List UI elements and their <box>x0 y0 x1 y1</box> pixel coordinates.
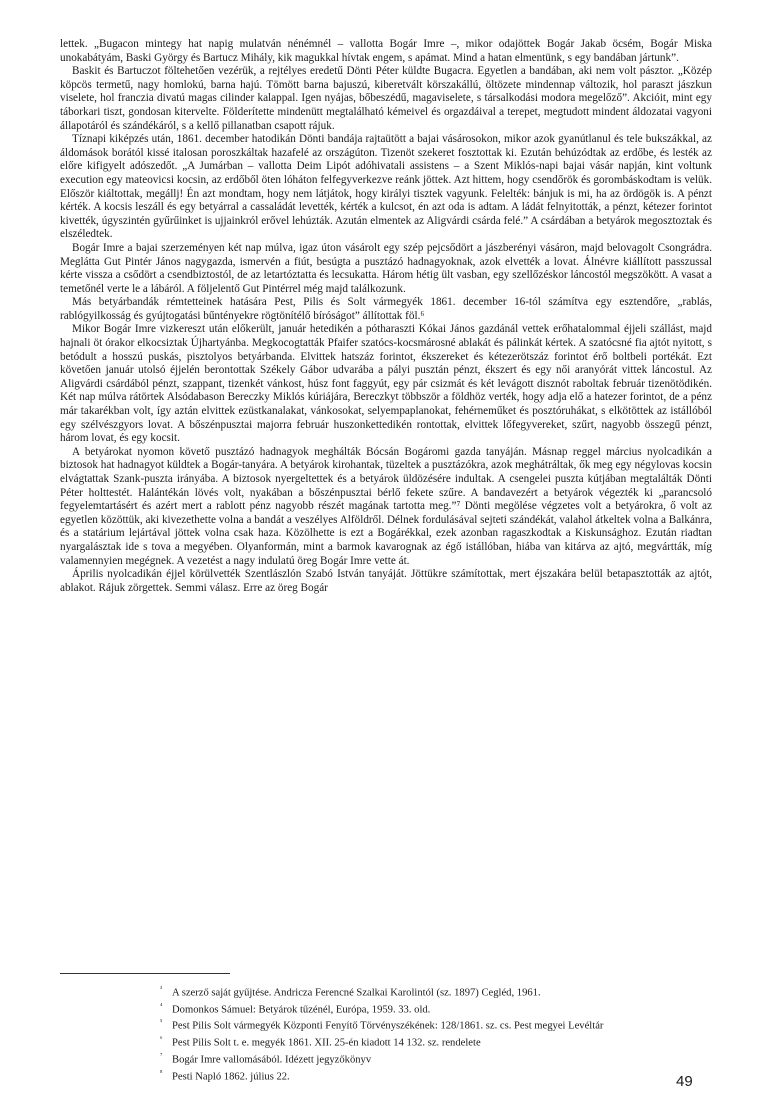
footnote <box>160 1067 680 1084</box>
paragraph: lettek. „Bugacon mintegy hat napig mulatván nénémnél – vallotta Bogár Imre –, mikor odajöttek Bogár Jakab öcsém, Bogár Miska unokabátyám, Baski György és Bartucz Mihály, kik magukkal hívtak engem, s apámat. Mind a hatan elmentünk, s egy bandában jártunk”. <box>60 38 712 64</box>
footnote <box>160 1033 680 1050</box>
footnote-mark: ⁵ <box>160 1018 163 1027</box>
paragraph: Baskit és Bartuczot föltehetően vezérük, a rejtélyes eredetű Dönti Péter küldte Bugacra. Egyetlen a bandában, aki nem volt pásztor. „Közép köpcös termetű, nagy homlokú, barna hajú. Tömött barna bajuszú, kiberetvált körszakállú, öltözete mindennap változik, hol paraszt jászkun viselete, hol franczia divatú magas cilinder kalappal. Igen nyájas, bőbeszédű, magaviselete, s társalkodási modora megelőző”. Akcióit, mint egy táborkari tiszt, gondosan kitervelte. Földerítette mindenütt megtalálható kémeivel és orgazdáival a terepet, megtudott mindent áldozatai vagyoni állapotáról és szándékáról, s a kellő pillanatban csapott rájuk. <box>60 65 712 132</box>
footnote <box>160 1016 680 1033</box>
footnote <box>160 1050 680 1067</box>
footnote-text: Bogár Imre vallomásából. Idézett jegyzőkönyv <box>172 1054 372 1066</box>
footnote-mark: ⁸ <box>160 1068 163 1077</box>
footnote-text: Pest Pilis Solt vármegyék Központi Fenyítő Törvényszékének: 128/1861. sz. cs. Pest megyei Levéltár <box>172 1021 604 1032</box>
page-number: 49 <box>676 1073 693 1090</box>
paragraph: Április nyolcadikán éjjel körülvették Szentlászlón Szabó István tanyáját. Jöttükre számítottak, mert éjszakára belül betapasztották az ajtót, ablakot. Rájuk zörgettek. Semmi válasz. Erre az öreg Bogár <box>60 568 712 594</box>
footnote-text: Pesti Napló 1862. július 22. <box>172 1071 290 1083</box>
footnote-mark: ⁷ <box>160 1051 163 1060</box>
footnotes <box>160 983 680 1083</box>
paragraph: Bogár Imre a bajai szerzeményen két nap múlva, igaz úton vásárolt egy szép pejcsődört a jászberényi vásáron, majd belovagolt Csongrádra. Meglátta Gut Pintér János nagygazda, ismervén a fiút, besúgta a pusztázó hadnagyoknak, azok elvették a lovat. Álnévre kiállított passzussal kérte vissza a csődört a csendbiztostól, de az letartóztatta és lecsukatta. Három hétig ült vasban, egy szellőzéskor láncostól megszökött. A vasat a temetőnél verte le a lábáról. A följelentő Gut Pintérrel még majd találkozunk. <box>60 241 712 295</box>
footnote-mark: ³ <box>160 985 163 993</box>
footnote-mark: ⁴ <box>160 1001 163 1010</box>
footnote-mark: ⁶ <box>160 1035 163 1044</box>
footnote <box>160 983 680 1000</box>
footnote <box>160 1000 680 1017</box>
footnote-text: A szerző saját gyűjtése. Andricza Ferencné Szalkai Karolintól (sz. 1897) Cegléd, 1961. <box>172 987 541 999</box>
paragraph: Tíznapi kiképzés után, 1861. december hatodikán Dönti bandája rajtaütött a bajai vásárosokon, mikor azok gyanútlanul és tele bukszákkal, az áldomások borától kissé italosan poroszkáltak hazafelé az országúton. Tizenöt szekeret fosztottak ki. Ezután behúzódtak az erdőbe, és lesték az előre kifigyelt adószedőt. „A Jumárban – vallotta Deim Lipót adóhivatali assistens – a Szent Miklós-napi bajai vásár napján, kint voltunk execution egy mateovicsi kocsin, az erdőből öten lóháton felfegyverkezve reánk jöttek. Azt hittem, hogy csendőrök és gorombáskodtam is velük. Először kiáltottak, megállj! Én azt mondtam, hogy nem látjátok, hogy királyi tisztek vagyunk. Felelték: bánjuk is mi, ha az ördögök is. A pénzt kérték. A kocsis leszáll és egy betyárral a cassaládát levették, kérték a kulcsot, én azt oda is adtam. A ládát felnyitották, a pénzt, kétezer forintot kivették, úgyszintén gyűrűinket is ujjainkról erővel lehúzták. Azután elmentek az Aligvárdi csárda felé.” A csárdában a betyárok megosztoztak és elszéledtek. <box>60 133 712 241</box>
main-text <box>60 38 712 595</box>
paragraph: Más betyárbandák rémtetteinek hatására Pest, Pilis és Solt vármegyék 1861. december 16-tól számítva egy esztendőre, „rablás, rablógyilkosság és gyújtogatási bűntényekre rögtönítélő bíróságot” állítottak föl.⁶ <box>60 296 712 322</box>
paragraph: Mikor Bogár Imre vizkereszt után előkerült, január hetedikén a pótharaszti Kókai János gazdánál vettek erőhatalommal éjjeli szállást, majd hajnali öt órakor elkocsiztak Újhartyánba. Megkocogtatták Pfaifer szatócs-kocsmárosné ablakát és pálinkát kértek. A szatócsné fia ajtót nyitott, s betódult a hosszú puskás, pisztolyos betyárbanda. Elvittek hatszáz forintot, ékszereket és kétezerötszáz forintot érő boltbeli portékát. Ezt követően január utolsó éjjelén berontottak Székely Gábor udvarába a pályi pusztán pénzt, ékszert és egy női aranyórát vittek láncostul. Az Aligvárdi csárdából pénzt, szappant, tizenkét vánkost, húsz font faggyút, egy pár csizmát és két levágott disznót raboltak február tizenötödikén. Két nap múlva rátörtek Alsódabason Bereczky Miklós kúriájára, Bereczkyt többször a földhöz verték, hogy adja elő a hatezer forintot, de a pénz már takarékban volt, így aztán elvittek ezüstkanalakat, vánkosokat, selyempaplanokat, fehérneműket és posztóruhákat, s elkötöttek az istállóból egy szélvészgyors lovat. A bőszénpusztai majorra február huszonkettedikén rontottak, elvittek lőfegyvereket, szűrt, nagyobb összegű pénzt, három lovat, és egy kocsit. <box>60 323 712 445</box>
paragraph: A betyárokat nyomon követő pusztázó hadnagyok meghálták Bócsán Bogáromi gazda tanyáján. Másnap reggel március nyolcadikán a biztosok hat hadnagyot küldtek a Bogár-tanyára. A betyárok kirohantak, tüzeltek a pusztázókra, azok meghátráltak, ők meg egy négylovas kocsin elvágtattak Szank-puszta irányába. A biztosok nyergeltettek és a betyárok üldözésére indultak. A csengelei puszta kútjában megtalálták Dönti Péter holttestét. Halántékán lövés volt, nyakában a bőszénpusztai bérlő fekete szűre. A bandavezért a betyárok végezték ki „parancsoló fegyelemtartásért és azért mert a rablott pénz nagyobb részét magának tartotta meg.”⁷ Dönti megölése végzetes volt a betyárokra, ő volt az egyetlen közöttük, aki kivezethette volna a bandát a veszélyes Alföldről. Délnek fordulásával sejteti szándékát, valahol átkeltek volna a Balkánra, és a statárium lejártával jöttek volna csak haza. Közölhette is ezt a Bogárékkal, ezek azonban ragaszkodtak a Kiskunsághoz. Ezután riadtan nyargalásztak ide s tova a megyében. Olyanformán, mint a barmok kavarognak az égő istállóban, hiába van kitárva az ajtó, megvártták, míg valamennyien megégnek. A vezetést a nagy indulatú öreg Bogár Imre vette át. <box>60 445 712 567</box>
footnote-text: Pest Pilis Solt t. e. megyék 1861. XII. 25-én kiadott 14 132. sz. rendelete <box>172 1037 481 1049</box>
footnote-separator <box>60 973 230 974</box>
footnote-text: Domonkos Sámuel: Betyárok tűzénél, Európa, 1959. 33. old. <box>172 1004 431 1016</box>
